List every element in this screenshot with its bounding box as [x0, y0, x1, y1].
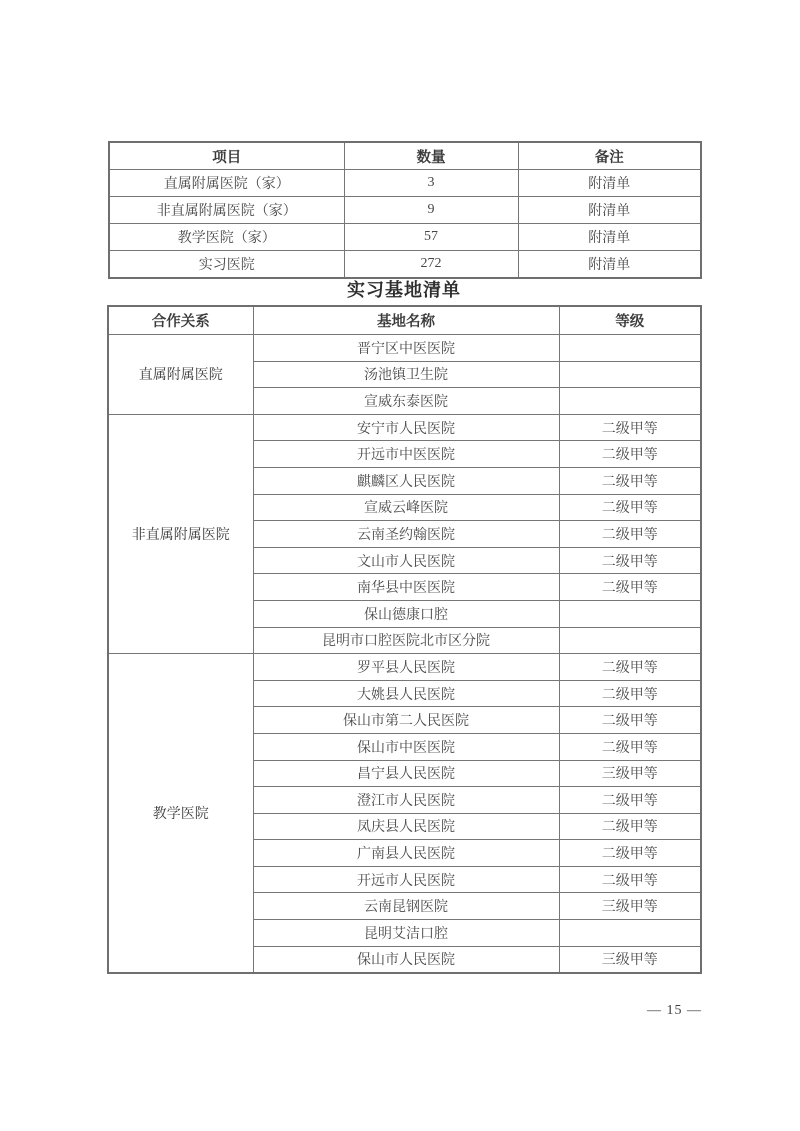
summary-item-cell: 非直属附属医院（家） [109, 197, 344, 224]
grade-cell [559, 920, 701, 947]
grade-cell: 二级甲等 [559, 813, 701, 840]
grade-cell: 二级甲等 [559, 494, 701, 521]
base-name-cell: 云南昆钢医院 [253, 893, 559, 920]
base-name-cell: 广南县人民医院 [253, 840, 559, 867]
grade-cell: 二级甲等 [559, 707, 701, 734]
summary-header-count: 数量 [344, 142, 518, 170]
summary-note-cell: 附清单 [518, 251, 701, 279]
grade-cell: 二级甲等 [559, 521, 701, 548]
grade-cell: 二级甲等 [559, 414, 701, 441]
grade-cell: 二级甲等 [559, 680, 701, 707]
base-name-cell: 汤池镇卫生院 [253, 361, 559, 388]
summary-count-cell: 9 [344, 197, 518, 224]
grade-cell [559, 600, 701, 627]
page-number: — 15 — [647, 1003, 702, 1018]
summary-item-cell: 直属附属医院（家） [109, 170, 344, 197]
relation-group-cell: 直属附属医院 [108, 335, 253, 415]
base-name-cell: 云南圣约翰医院 [253, 521, 559, 548]
base-name-cell: 安宁市人民医院 [253, 414, 559, 441]
summary-count-cell: 272 [344, 251, 518, 279]
summary-header-note: 备注 [518, 142, 701, 170]
grade-cell: 三级甲等 [559, 760, 701, 787]
base-name-cell: 澄江市人民医院 [253, 787, 559, 814]
relation-group-cell: 教学医院 [108, 654, 253, 974]
base-table [107, 305, 702, 974]
base-name-cell: 保山市中医医院 [253, 733, 559, 760]
summary-item-cell: 教学医院（家） [109, 224, 344, 251]
base-name-cell: 南华县中医医院 [253, 574, 559, 601]
grade-cell: 二级甲等 [559, 467, 701, 494]
base-name-cell: 晋宁区中医医院 [253, 335, 559, 362]
base-name-cell: 宣威云峰医院 [253, 494, 559, 521]
grade-cell: 二级甲等 [559, 574, 701, 601]
base-name-cell: 开远市人民医院 [253, 866, 559, 893]
grade-cell: 三级甲等 [559, 946, 701, 973]
summary-item-cell: 实习医院 [109, 251, 344, 279]
base-name-cell: 昆明艾洁口腔 [253, 920, 559, 947]
grade-cell: 二级甲等 [559, 787, 701, 814]
summary-count-cell: 3 [344, 170, 518, 197]
base-row [108, 414, 701, 441]
base-name-cell: 保山德康口腔 [253, 600, 559, 627]
grade-cell [559, 335, 701, 362]
summary-header-item: 项目 [109, 142, 344, 170]
summary-row [109, 224, 701, 251]
base-name-cell: 保山市第二人民医院 [253, 707, 559, 734]
summary-row [109, 197, 701, 224]
grade-cell [559, 388, 701, 415]
grade-cell: 二级甲等 [559, 840, 701, 867]
summary-note-cell: 附清单 [518, 224, 701, 251]
base-name-cell: 麒麟区人民医院 [253, 467, 559, 494]
base-header-row [108, 306, 701, 335]
base-row [108, 335, 701, 362]
relation-group-cell: 非直属附属医院 [108, 414, 253, 653]
base-name-cell: 昆明市口腔医院北市区分院 [253, 627, 559, 654]
summary-note-cell: 附清单 [518, 197, 701, 224]
summary-count-cell: 57 [344, 224, 518, 251]
grade-cell: 二级甲等 [559, 547, 701, 574]
grade-cell: 二级甲等 [559, 866, 701, 893]
summary-note-cell: 附清单 [518, 170, 701, 197]
summary-table [108, 141, 702, 279]
grade-cell: 二级甲等 [559, 733, 701, 760]
base-name-cell: 文山市人民医院 [253, 547, 559, 574]
summary-header-row [109, 142, 701, 170]
grade-cell: 二级甲等 [559, 654, 701, 681]
base-name-cell: 昌宁县人民医院 [253, 760, 559, 787]
summary-row [109, 251, 701, 279]
base-header-grade: 等级 [559, 306, 701, 335]
base-header-relation: 合作关系 [108, 306, 253, 335]
base-name-cell: 宣威东泰医院 [253, 388, 559, 415]
summary-row [109, 170, 701, 197]
base-name-cell: 开远市中医医院 [253, 441, 559, 468]
base-row [108, 654, 701, 681]
grade-cell: 二级甲等 [559, 441, 701, 468]
base-name-cell: 保山市人民医院 [253, 946, 559, 973]
base-header-name: 基地名称 [253, 306, 559, 335]
base-name-cell: 大姚县人民医院 [253, 680, 559, 707]
list-title: 实习基地清单 [347, 280, 461, 300]
grade-cell [559, 361, 701, 388]
grade-cell [559, 627, 701, 654]
grade-cell: 三级甲等 [559, 893, 701, 920]
base-name-cell: 罗平县人民医院 [253, 654, 559, 681]
base-name-cell: 凤庆县人民医院 [253, 813, 559, 840]
